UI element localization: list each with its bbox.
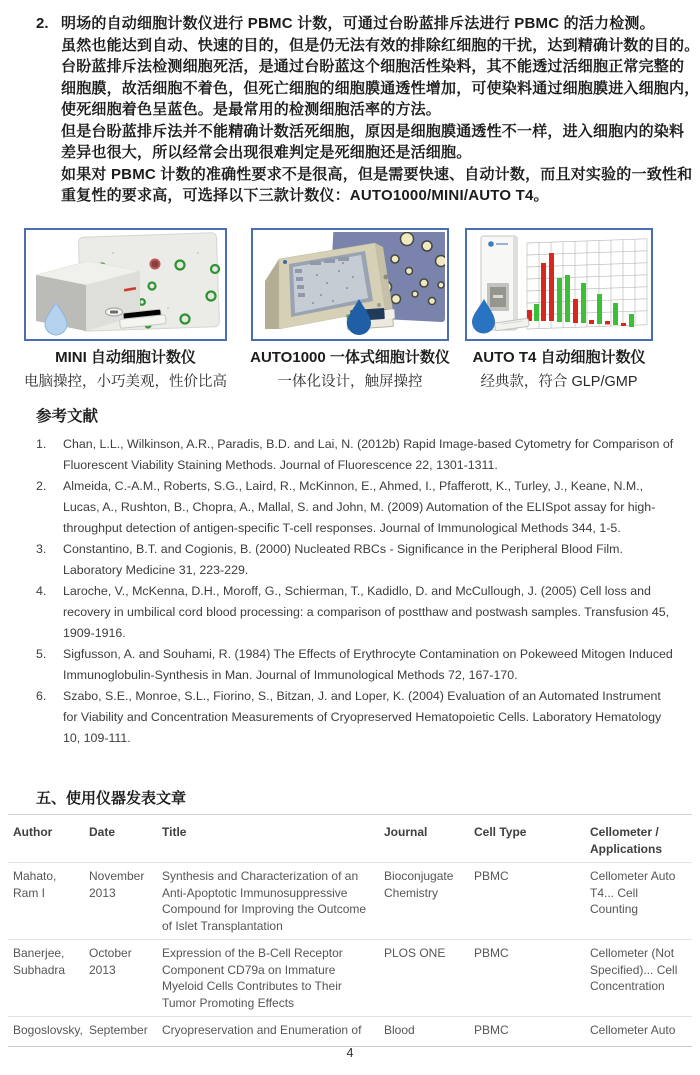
cell-cellometer: Cellometer (Not Specified)... Cell Concentration <box>590 946 678 993</box>
auto1000-counter-illustration <box>255 232 445 337</box>
paragraph-line: 使死细胞着色呈蓝色。是最常用的检测细胞活率的方法。 <box>61 101 442 118</box>
reference-number: 1. <box>36 437 47 451</box>
page-number: 4 <box>346 1046 354 1060</box>
table-row-truncated <box>8 1016 692 1047</box>
reference-item <box>36 644 676 686</box>
paragraph-line: 差异也很大，所以经常会出现很难判定是死细胞还是活细胞。 <box>61 144 472 161</box>
reference-text: Chan, L.L., Wilkinson, A.R., Paradis, B.D. and Lai, N. (2012b) Rapid Image-based Cytometry for Comparison of Fluorescent Viability Staining Methods. Journal of Fluorescence 22, 1301-1311. <box>63 437 674 472</box>
brand-logo-dot <box>283 260 287 264</box>
reference-number: 3. <box>36 542 47 556</box>
cell-cellometer: Cellometer Auto T4... Cell Counting <box>590 869 676 916</box>
reference-item <box>36 686 676 749</box>
col-header-date: Date <box>89 825 116 839</box>
paragraph-text <box>61 13 699 207</box>
paragraph-line: 但是台盼蓝排斥法并不能精确计数活死细胞，原因是细胞膜通透性不一样，进入细胞内的染料 <box>61 122 685 140</box>
auto1000-product-photo <box>251 228 449 341</box>
paragraph-line: 如果对 PBMC 计数的准确性要求不是很高，但是需要快速、自动计数，而且对实验的一致性和 <box>61 165 693 183</box>
reference-text: Szabo, S.E., Monroe, S.L., Fiorino, S., Bitzan, J. and Loper, K. (2004) Evaluation of an Automated Instrument for Viability and Concentration Measurements of Cryopreserved Hematopoietic Cells. Laboratory Hematology 10, 109-111. <box>63 689 662 745</box>
paragraph-line: 明场的自动细胞计数仪进行 PBMC 计数，可通过台盼蓝排斥法进行 PBMC 的活力检测。 <box>61 15 655 32</box>
product-subtitle: 一体化设计，触屏操控 <box>277 374 423 390</box>
reference-item <box>36 539 676 581</box>
product-subtitle: 经典款，符合 GLP/GMP <box>480 374 638 390</box>
paragraph-line: 重复性的要求高，可选择以下三款计数仪：AUTO1000/MINI/AUTO T4。 <box>61 187 549 204</box>
product-title: AUTO T4 自动细胞计数仪 <box>472 349 646 366</box>
table-row <box>8 939 692 1016</box>
reference-number: 4. <box>36 584 47 598</box>
cell-cell-type: PBMC <box>474 946 509 960</box>
reference-text: Constantino, B.T. and Cogionis, B. (2000) Nucleated RBCs - Significance in the Peripheral Blood Film. Laboratory Medicine 31, 223-229. <box>63 542 623 577</box>
product-card-mini <box>24 228 227 391</box>
cell-title: Synthesis and Characterization of an Anti-Apoptotic Immunosuppressive Compound for Improving the Outcome of Islet Transplantation <box>162 869 367 933</box>
paragraph-line: 虽然也能达到自动、快速的目的，但是仍无法有效的排除红细胞的干扰，达到精确计数的目的。 <box>61 36 700 54</box>
auto-t4-counter-illustration <box>469 232 649 337</box>
product-card-auto1000 <box>251 228 449 391</box>
cell-author: Bogoslovsky, <box>13 1023 83 1037</box>
reference-number: 6. <box>36 689 47 703</box>
table-row <box>8 862 692 939</box>
cell-date: November 2013 <box>89 869 145 900</box>
cell-cellometer: Cellometer Auto <box>590 1023 676 1037</box>
reference-item <box>36 581 676 644</box>
brand-logo-dot <box>488 241 494 247</box>
table-header-row <box>8 815 692 862</box>
product-title: AUTO1000 一体式细胞计数仪 <box>250 349 450 366</box>
cell-journal: Blood <box>384 1023 415 1037</box>
publications-table <box>8 814 692 1047</box>
reference-text: Sigfusson, A. and Souhami, R. (1984) The Effects of Erythrocyte Contamination on Pokeweed Mitogen Induced Immunoglobulin-Synthesis in Man. Journal of Immunological Methods 72, 167-170. <box>63 647 673 682</box>
references-heading: 参考文献 <box>36 408 99 425</box>
list-marker: 2. <box>36 15 49 32</box>
dead-cell-red <box>151 260 160 269</box>
mini-counter-illustration <box>28 232 223 337</box>
paragraph-line: 细胞膜，故活细胞不着色，但死亡细胞的细胞膜通透性增加，可使染料通过细胞膜进入细胞内， <box>61 79 700 97</box>
cell-cell-type: PBMC <box>474 1023 509 1037</box>
cell-date: September <box>89 1023 148 1037</box>
reference-item <box>36 434 676 476</box>
publications-heading: 五、使用仪器发表文章 <box>36 790 187 807</box>
references-section <box>36 404 676 749</box>
reference-number: 2. <box>36 479 47 493</box>
col-header-cellometer: Cellometer / Applications <box>590 825 663 856</box>
col-header-journal: Journal <box>384 825 428 839</box>
col-header-author: Author <box>13 825 53 839</box>
cell-journal: PLOS ONE <box>384 946 446 960</box>
paragraph-line: 台盼蓝排斥法检测细胞死活，是通过台盼蓝这个细胞活性染料，其不能透过活细胞正常完整的 <box>61 58 685 75</box>
cell-title: Expression of the B-Cell Receptor Component CD79a on Immature Myeloid Cells Contributes to Their Tumor Promoting Effects <box>162 946 343 1010</box>
reference-text: Almeida, C.-A.M., Roberts, S.G., Laird, R., McKinnon, E., Ahmed, I., Pfafferott, K., Turley, J., Keane, N.M., Lucas, A., Rushton, B., Chopra, A., Mallal, S. and John, M. (2009) Automation of the ELISpot assay for high-throughput detection of antigen-specific T-cell responses. Journal of Immunological Methods 344, 1-5. <box>63 479 656 535</box>
auto-t4-product-photo <box>465 228 653 341</box>
cell-date: October 2013 <box>89 946 132 977</box>
reference-number: 5. <box>36 647 47 661</box>
cell-journal: Bioconjugate Chemistry <box>384 869 454 900</box>
cell-author: Banerjee, Subhadra <box>13 946 66 977</box>
mini-product-photo <box>24 228 227 341</box>
col-header-cell-type: Cell Type <box>474 825 527 839</box>
paragraph-pbmc-counting <box>36 13 700 207</box>
cell-author: Mahato, Ram I <box>13 869 57 900</box>
cell-title: Cryopreservation and Enumeration of <box>162 1023 362 1037</box>
col-header-title: Title <box>162 825 187 839</box>
product-title: MINI 自动细胞计数仪 <box>55 349 196 366</box>
product-subtitle: 电脑操控，小巧美观，性价比高 <box>24 374 227 390</box>
product-card-auto-t4 <box>465 228 653 391</box>
reference-text: Laroche, V., McKenna, D.H., Moroff, G., Schierman, T., Kadidlo, D. and McCullough, J. (2005) Cell loss and recovery in umbilical cord blood processing: a comparison of postthaw and postwash samples. Transfusion 45, 1909-1916. <box>63 584 670 640</box>
reference-item <box>36 476 676 539</box>
cell-cell-type: PBMC <box>474 869 509 883</box>
